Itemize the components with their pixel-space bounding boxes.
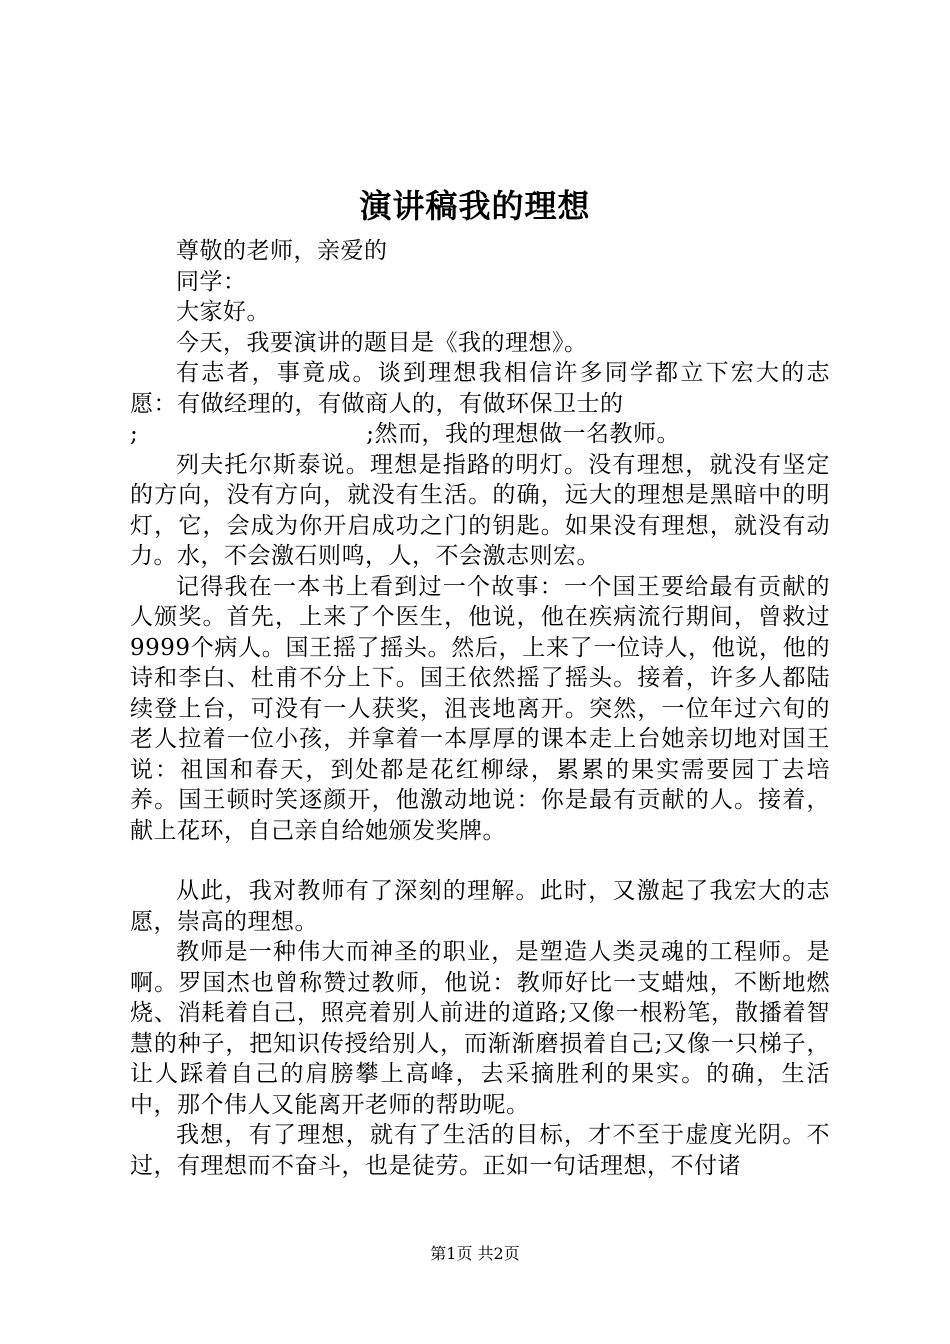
document-body bbox=[130, 236, 830, 1181]
greeting: 大家好。 bbox=[176, 299, 270, 325]
page-footer: 第1页 共2页 bbox=[430, 1244, 520, 1263]
paragraph-tolstoy: 列夫托尔斯泰说。理想是指路的明灯。没有理想，就没有坚定的方向，没有方向，就没有生活。的确，远大的理想是黑暗中的明灯，它，会成为你开启成功之门的钥匙。如果没有理想，就没有动力。水，不会激石则鸣，人，不会激志则宏。 bbox=[130, 451, 830, 569]
paragraph-aspirations: 有志者，事竟成。谈到理想我相信许多同学都立下宏大的志愿：有做经理的，有做商人的，有做环保卫士的 bbox=[130, 360, 830, 417]
page-title: 演讲稿我的理想 bbox=[359, 187, 591, 225]
paragraph-ideal-goal: 我想，有了理想，就有了生活的目标，才不至于虚度光阴。不过，有理想而不奋斗，也是徒劳。正如一句话理想，不付诸 bbox=[130, 1122, 830, 1179]
paragraph-teacher: 教师是一种伟大而神圣的职业，是塑造人类灵魂的工程师。是啊。罗国杰也曾称赞过教师，他说：教师好比一支蜡烛，不断地燃烧、消耗着自己，照亮着别人前进的道路;又像一根粉笔，散播着智慧的种子，把知识传授给别人，而渐渐磨损着自己;又像一只梯子，让人踩着自己的肩膀攀上高峰，去采摘胜利的果实。的确，生活中，那个伟人又能离开老师的帮助呢。 bbox=[130, 939, 830, 1118]
salutation-line-2: 同学： bbox=[176, 268, 247, 295]
paragraph-story: 记得我在一本书上看到过一个故事：一个国王要给最有贡献的人颁奖。首先，上来了个医生，他说，他在疾病流行期间，曾救过9999个病人。国王摇了摇头。然后，上来了一位诗人，他说，他的诗和李白、杜甫不分上下。国王依然摇了摇头。接着，许多人都陆续登上台，可没有一人获奖，沮丧地离开。突然，一位年过六旬的老人拉着一位小孩，并拿着一本厚厚的课本走上台她亲切地对国王说：祖国和春天，到处都是花红柳绿，累累的果实需要园丁去培养。国王顿时笑逐颜开，他激动地说：你是最有贡献的人。接着，献上花环，自己亲自给她颁发奖牌。 bbox=[130, 573, 830, 844]
salutation-line-1: 尊敬的老师，亲爱的 bbox=[176, 238, 388, 264]
teacher-dream-line: ;然而，我的理想做一名教师。 bbox=[366, 421, 680, 447]
paragraph-topic: 今天，我要演讲的题目是《我的理想》。 bbox=[176, 329, 588, 356]
paragraph-aspirations-continued bbox=[130, 419, 830, 450]
semicolon-mark: ; bbox=[130, 421, 139, 447]
paragraph-understanding: 从此，我对教师有了深刻的理解。此时，又激起了我宏大的志愿，崇高的理想。 bbox=[130, 878, 830, 935]
blank-space bbox=[138, 419, 366, 450]
